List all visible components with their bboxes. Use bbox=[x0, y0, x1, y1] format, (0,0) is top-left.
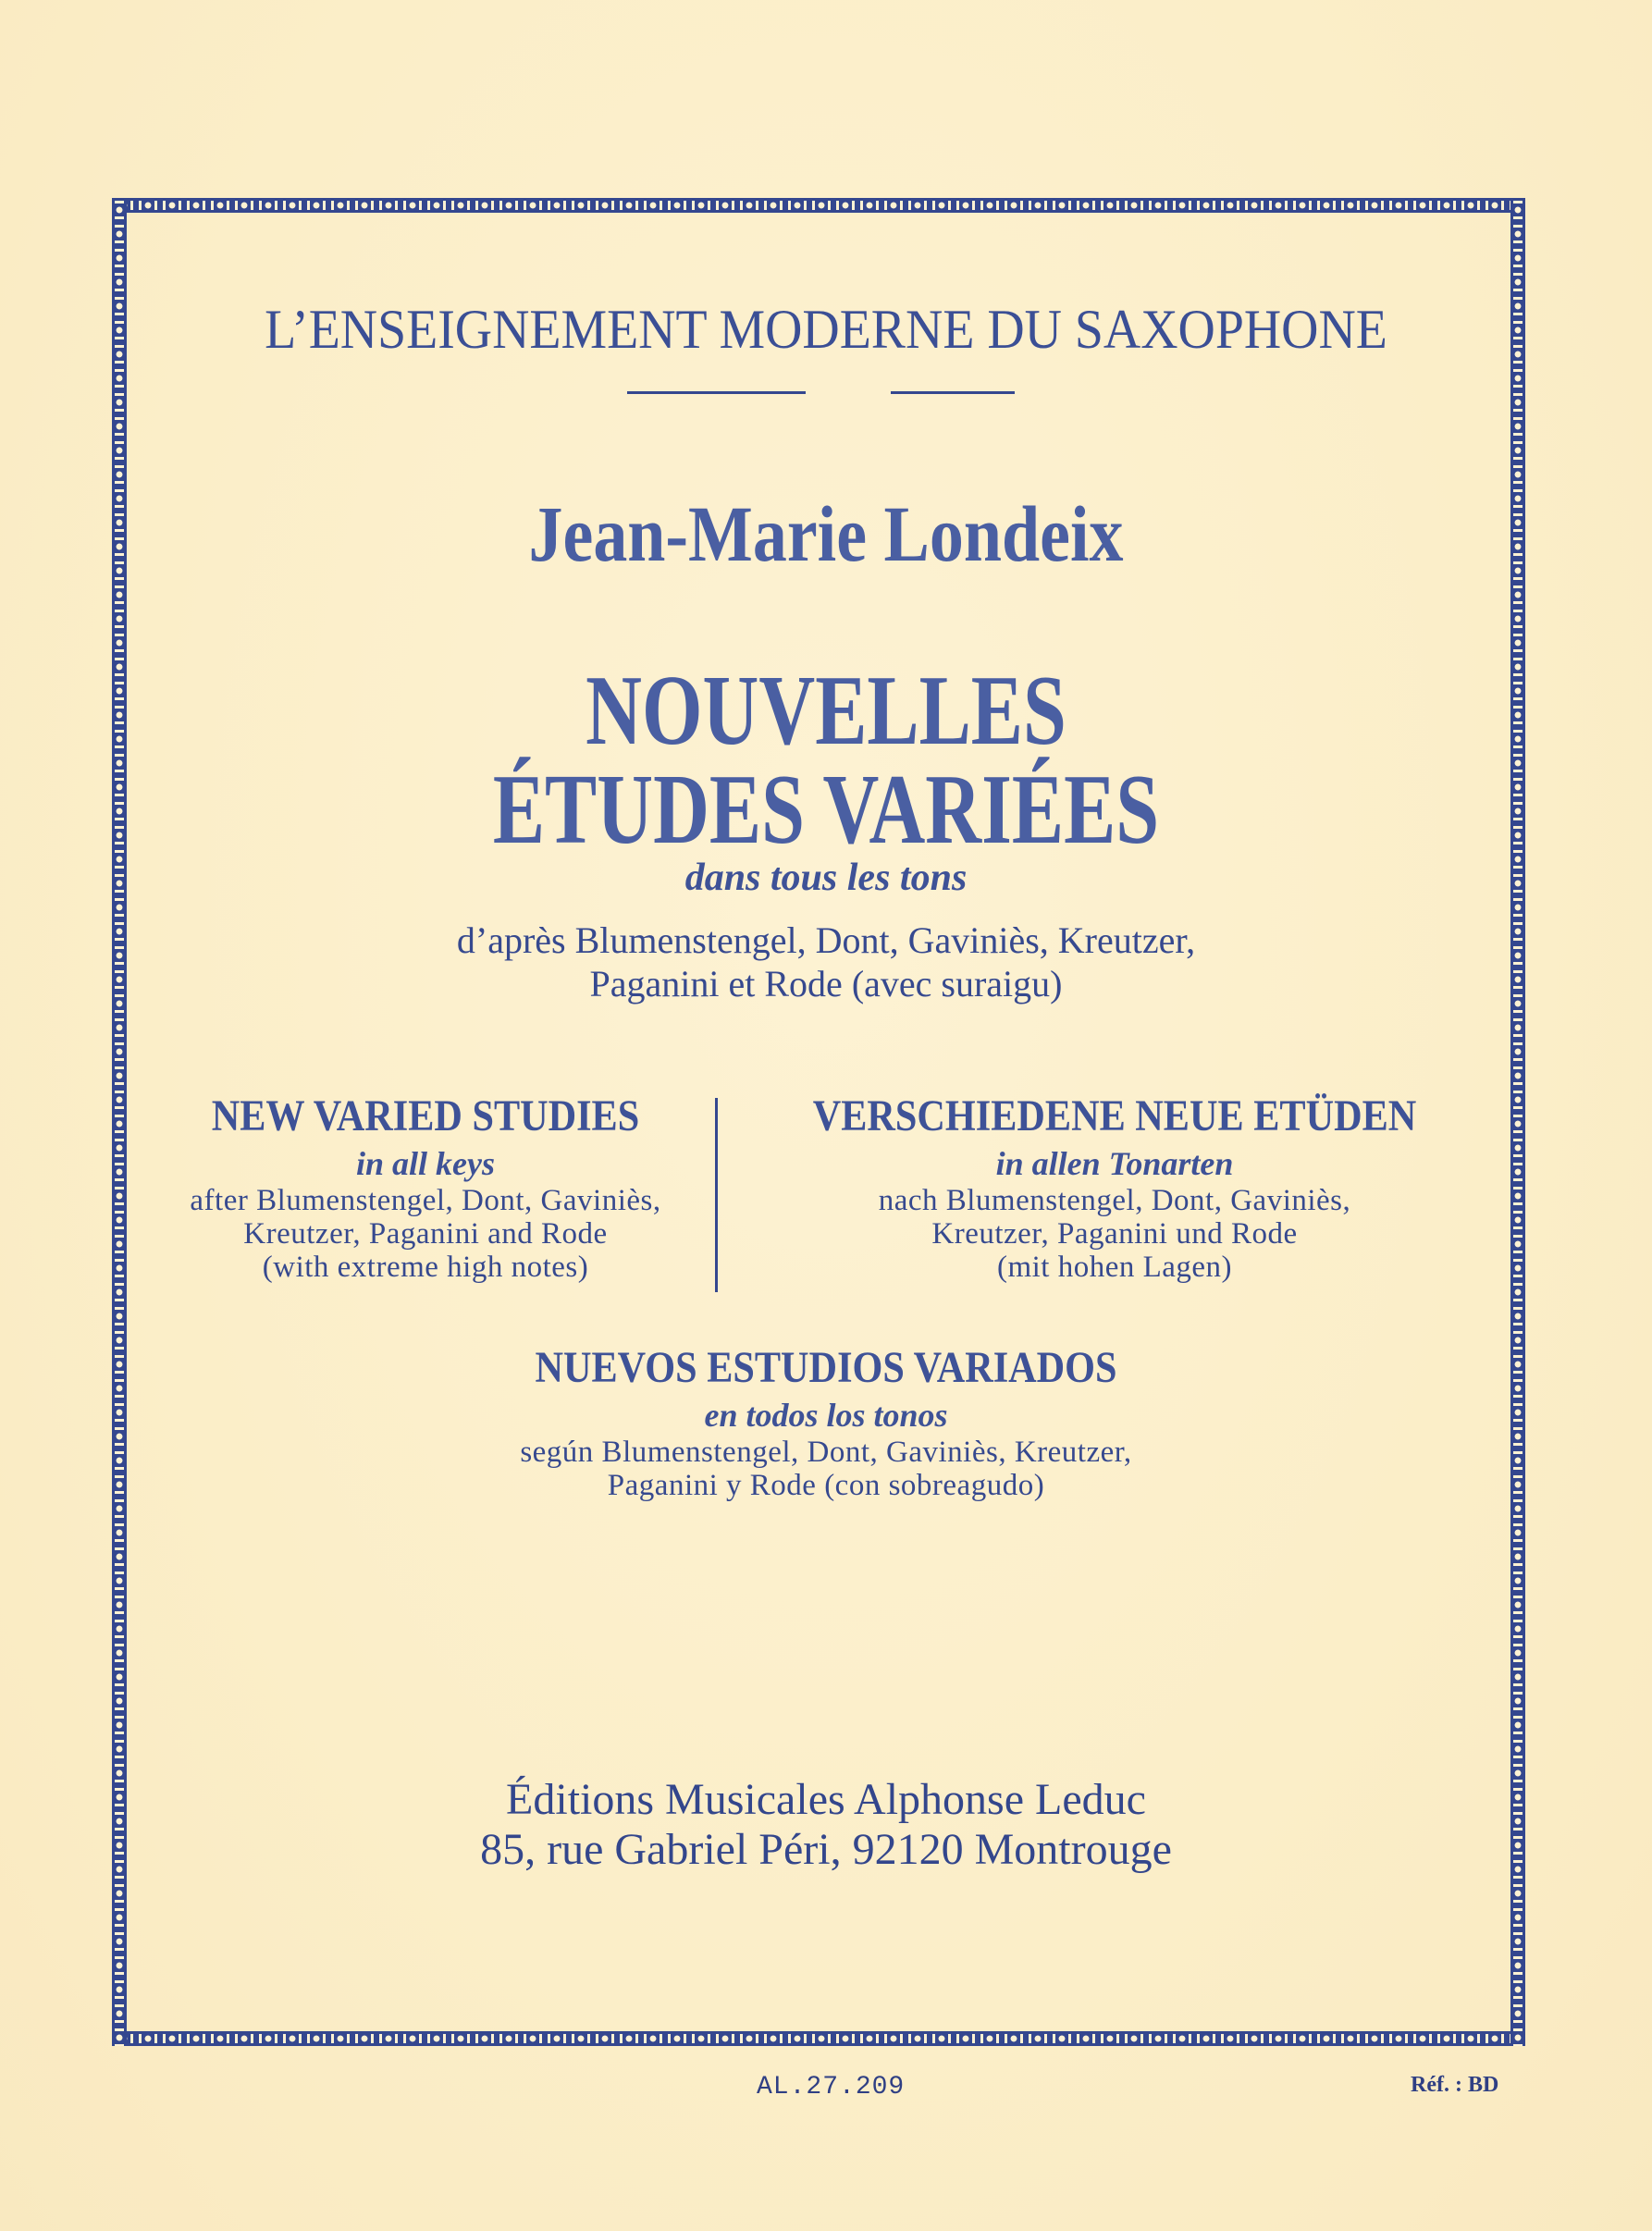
author-name: Jean-Marie Londeix bbox=[528, 489, 1124, 578]
french-description-line-2: Paganini et Rode (avec suraigu) bbox=[589, 963, 1063, 1005]
main-title-line-2: ÉTUDES VARIÉES bbox=[492, 755, 1160, 865]
german-heading: VERSCHIEDENE NEUE ETÜDEN bbox=[812, 1091, 1417, 1140]
border-left bbox=[112, 198, 127, 2046]
border-right bbox=[1510, 198, 1525, 2046]
english-line-2: Kreutzer, Paganini and Rode bbox=[243, 1217, 608, 1251]
french-description-line-1: d’après Blumenstengel, Dont, Gaviniès, Kreutzer, bbox=[456, 919, 1196, 961]
german-column bbox=[731, 1091, 1498, 1284]
english-subtitle: in all keys bbox=[356, 1145, 495, 1182]
spanish-subtitle: en todos los tonos bbox=[704, 1397, 948, 1434]
decorative-rule-left bbox=[627, 391, 806, 394]
main-title-line-1: NOUVELLES bbox=[586, 656, 1066, 766]
english-line-1: after Blumenstengel, Dont, Gaviniès, bbox=[190, 1184, 661, 1217]
french-subtitle: dans tous les tons bbox=[684, 857, 968, 899]
german-subtitle: in allen Tonarten bbox=[995, 1145, 1234, 1182]
german-line-1: nach Blumenstengel, Dont, Gaviniès, bbox=[878, 1184, 1351, 1217]
series-title: L’ENSEIGNEMENT MODERNE DU SAXOPHONE bbox=[265, 299, 1387, 360]
german-line-3: (mit hohen Lagen) bbox=[996, 1251, 1233, 1284]
english-line-3: (with extreme high notes) bbox=[262, 1251, 589, 1284]
publisher-name: Éditions Musicales Alphonse Leduc bbox=[506, 1775, 1146, 1824]
catalog-number: AL.27.209 bbox=[757, 2073, 906, 2102]
reference-code: Réf. : BD bbox=[1411, 2073, 1499, 2097]
english-heading: NEW VARIED STUDIES bbox=[211, 1091, 640, 1140]
publisher-address: 85, rue Gabriel Péri, 92120 Montrouge bbox=[480, 1825, 1172, 1874]
spanish-line-1: según Blumenstengel, Dont, Gaviniès, Kreutzer, bbox=[520, 1436, 1132, 1469]
column-divider bbox=[715, 1098, 718, 1292]
english-column bbox=[139, 1091, 712, 1284]
border-top bbox=[112, 198, 1525, 213]
spanish-heading: NUEVOS ESTUDIOS VARIADOS bbox=[535, 1343, 1117, 1392]
spanish-block bbox=[0, 1343, 1652, 1502]
border-bottom bbox=[112, 2031, 1525, 2046]
spanish-line-2: Paganini y Rode (con sobreagudo) bbox=[607, 1469, 1045, 1502]
german-line-2: Kreutzer, Paganini und Rode bbox=[931, 1217, 1298, 1251]
decorative-rule-right bbox=[891, 391, 1015, 394]
